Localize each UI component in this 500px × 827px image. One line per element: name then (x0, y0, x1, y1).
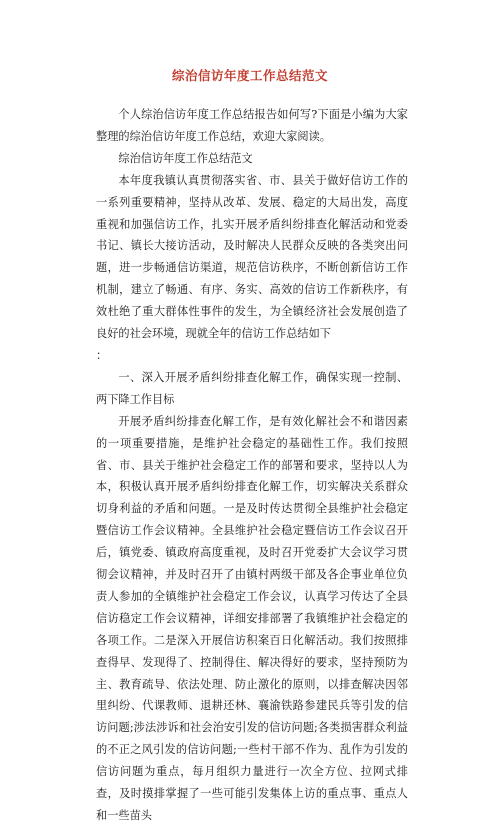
body-paragraph: 本年度我镇认真贯彻落实省、市、县关于做好信访工作的一系列重要精神，坚持从改革、发展、稳定的大局出发，高度重视和加强信访工作，扎实开展矛盾纠纷排查化解活动和党委书记、镇长大接访活动，及时解决人民群众反映的各类突出问题，进一步畅通信访渠道，规范信访秩序，不断创新信访工作机制，建立了畅通、有序、务实、高效的信访工作新秩序，有效杜绝了重大群体性事件的发生，为全镇经济社会发展创造了良好的社会环境，现就全年的信访工作总结如下 (96, 173, 408, 341)
body-paragraph: 开展矛盾纠纷排查化解工作，是有效化解社会不和谐因素的一项重要措施，是维护社会稳定的基础性工作。我们按照省、市、县关于维护社会稳定工作的部署和要求，坚持以人为本，积极认真开展矛盾纠纷排查化解工作，切实解决关系群众切身利益的矛盾和问题。一是及时传达贯彻全县维护社会稳定暨信访工作会议精神。全县维护社会稳定暨信访工作会议召开后，镇党委、镇政府高度重视，及时召开党委扩大会议学习贯彻会议精神，并及时召开了由镇村两级干部及各企事业单位负责人参加的全镇维护社会稳定工作会议，认真学习传达了全县信访稳定工作会议精神，详细安排部署了我镇维护社会稳定的各项工作。二是深入开展信访积案百日化解活动。我们按照排查得早、发现得了、控制得住、解决得好的要求，坚持预防为主、教育疏导、依法处理、防止激化的原则，以排查解决因邻里纠纷、代课教师、退耕还林、襄渝铁路参建民兵等引发的信访问题;涉法涉诉和社会治安引发的信访问题;各类损害群众利益的不正之风引发的信访问题;一些村干部不作为、乱作为引发的信访问题为重点，每月组织力量进行一次全方位、拉网式排查，及时摸排掌握了一些可能引发集体上访的重点事、重点人和一些苗头 (96, 414, 408, 822)
document-title: 综治信访年度工作总结范文 (171, 68, 328, 83)
document-body (96, 104, 408, 827)
section-heading: 综治信访年度工作总结范文 (118, 151, 253, 165)
subsection-heading: 一、深入开展矛盾纠纷排查化解工作，确保实现一控制、两下降工作目标 (96, 370, 408, 406)
intro-paragraph: 个人综治信访年度工作总结报告如何写?下面是小编为大家整理的综治信访年度工作总结，欢迎大家阅读。 (96, 108, 408, 143)
body-paragraph-continuation: ： (96, 348, 108, 362)
